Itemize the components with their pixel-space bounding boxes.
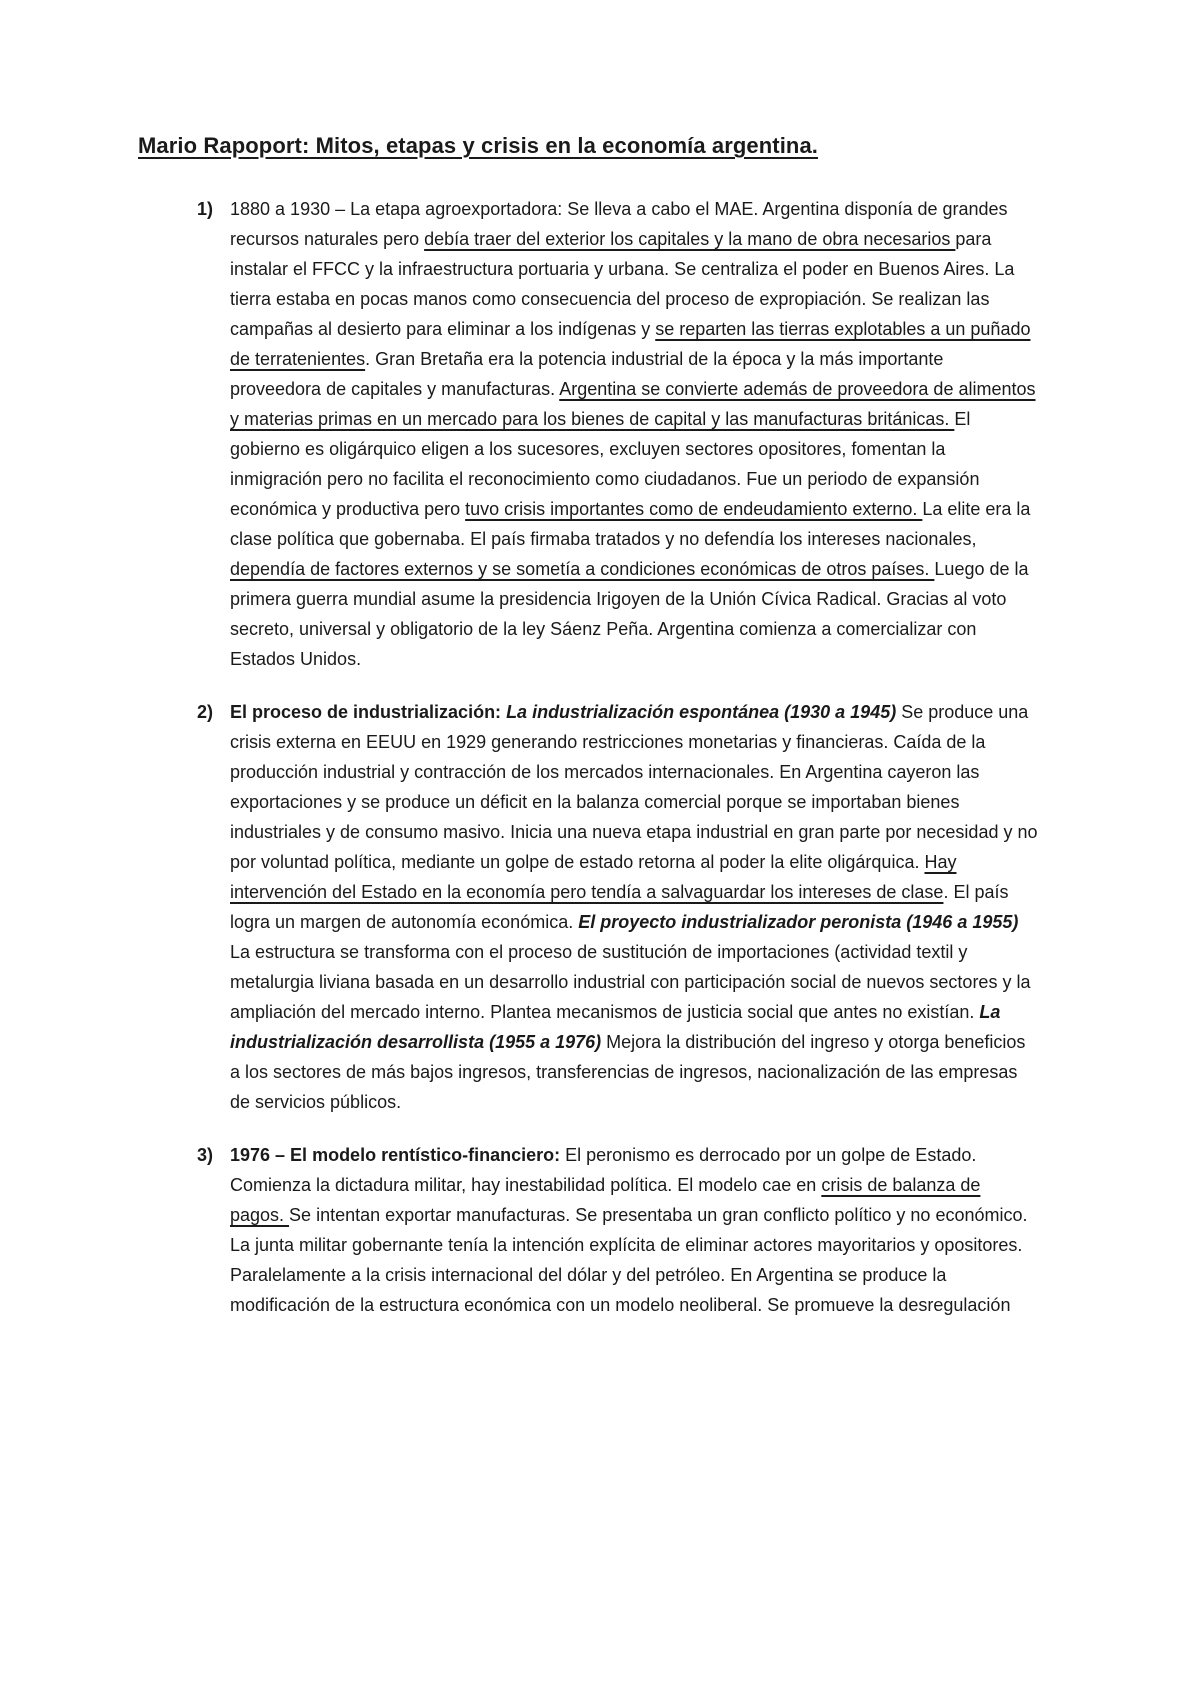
text-run: . Gran Bretaña era la potencia industrial de la época y la más importante proveedora de capitales y manufacturas.: [230, 349, 944, 399]
text-run: Luego de la primera guerra mundial asume la presidencia Irigoyen de la Unión Cívica Radical. Gracias al voto secreto, universal y obligatorio de la ley Sáenz Peña. Argentina comienza a comercializar con Estados Unidos.: [230, 559, 1029, 669]
list-item-3-text: [230, 1140, 1038, 1320]
text-run: se reparten las tierras explotables a un puñado de terratenientes: [230, 319, 1031, 369]
list-item-1-text: [230, 194, 1038, 674]
text-run: El gobierno es oligárquico eligen a los sucesores, excluyen sectores opositores, fomentan la inmigración pero no facilita el reconocimiento como ciudadanos. Fue un periodo de expansión económica y productiva pero: [230, 409, 980, 519]
document-title: Mario Rapoport: Mitos, etapas y crisis en la economía argentina.: [138, 133, 819, 158]
list-item-3-number: 3): [197, 1145, 214, 1165]
text-run: para instalar el FFCC y la infraestructura portuaria y urbana. Se centraliza el poder en Buenos Aires. La tierra estaba en pocas manos como consecuencia del proceso de expropiación. Se realizan las campañas al desierto para eliminar a los indígenas y: [230, 229, 1015, 339]
text-run: La industrialización espontánea (1930 a 1945): [506, 702, 897, 722]
text-run: Se produce una crisis externa en EEUU en 1929 generando restricciones monetarias y financieras. Caída de la producción industrial y contracción de los mercados internacionales. En Argentina cayeron las exportaciones y se produce un déficit en la balanza comercial porque se importaban bienes industriales y de consumo masivo. Inicia una nueva etapa industrial en gran parte por necesidad y no por voluntad política, mediante un golpe de estado retorna al poder la elite oligárquica.: [230, 702, 1038, 872]
list-item-1: [138, 194, 1038, 674]
text-run: 1880 a 1930 – La etapa agroexportadora: Se lleva a cabo el MAE. Argentina disponía de grandes recursos naturales pero: [230, 199, 1008, 249]
text-run: crisis de balanza de pagos.: [230, 1175, 981, 1225]
text-run: La elite era la clase política que gobernaba. El país firmaba tratados y no defendía los intereses nacionales,: [230, 499, 1031, 549]
text-run: El proceso de industrialización:: [230, 702, 507, 722]
text-run: La estructura se transforma con el proceso de sustitución de importaciones (actividad textil y metalurgia liviana basada en un desarrollo industrial con participación social de nuevos sectores y la ampliación del mercado interno. Plantea mecanismos de justicia social que antes no existían.: [230, 942, 1031, 1022]
text-run: . El país logra un margen de autonomía económica.: [230, 882, 1009, 932]
text-run: Hay intervención del Estado en la economía pero tendía a salvaguardar los intereses de clase: [230, 852, 957, 902]
text-run: Argentina se convierte además de proveedora de alimentos y materias primas en un mercado para los bienes de capital y las manufacturas británicas.: [230, 379, 1036, 429]
list-item-1-number: 1): [197, 199, 214, 219]
list-item-2-number: 2): [197, 702, 214, 722]
text-run: 1976 – El modelo rentístico-financiero:: [230, 1145, 566, 1165]
text-run: debía traer del exterior los capitales y la mano de obra necesarios: [424, 229, 956, 249]
text-run: Se intentan exportar manufacturas. Se presentaba un gran conflicto político y no económico. La junta militar gobernante tenía la intención explícita de eliminar actores mayoritarios y opositores. Paralelamente a la crisis internacional del dólar y del petróleo. En Argentina se produce la modificación de la estructura económica con un modelo neoliberal. Se promueve la desregulación: [230, 1205, 1028, 1315]
text-run: dependía de factores externos y se sometía a condiciones económicas de otros países.: [230, 559, 935, 579]
numbered-list: [138, 194, 1038, 1320]
text-run: El proyecto industrializador peronista (1946 a 1955): [578, 912, 1019, 932]
list-item-2: [138, 697, 1038, 1117]
text-run: El peronismo es derrocado por un golpe de Estado. Comienza la dictadura militar, hay inestabilidad política. El modelo cae en: [230, 1145, 977, 1195]
list-item-3: [138, 1140, 1038, 1320]
list-item-2-text: [230, 697, 1038, 1117]
text-run: tuvo crisis importantes como de endeudamiento externo.: [465, 499, 923, 519]
text-run: La industrialización desarrollista (1955 a 1976): [230, 1002, 1001, 1052]
text-run: Mejora la distribución del ingreso y otorga beneficios a los sectores de más bajos ingresos, transferencias de ingresos, nacionalización de las empresas de servicios públicos.: [230, 1032, 1026, 1112]
